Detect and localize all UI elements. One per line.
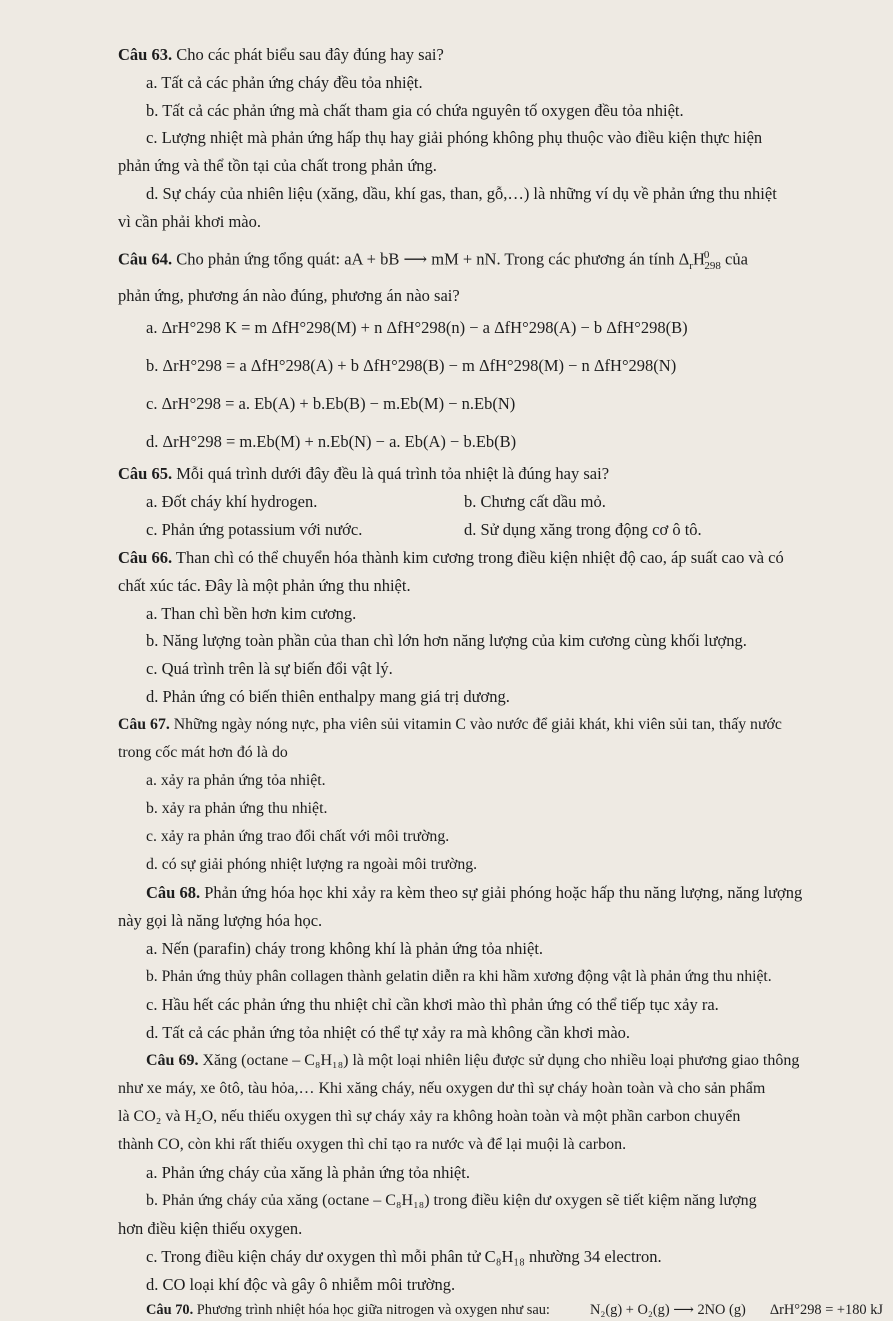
q68-option-c: c. Hầu hết các phản ứng thu nhiệt chỉ cần khơi mào thì phản ứng có thể tiếp tục xảy ra. xyxy=(146,995,719,1014)
q64-option-a: a. ΔrH°298 K = m ΔfH°298(M) + n ΔfH°298(n) − a ΔfH°298(A) − b ΔfH°298(B) xyxy=(146,318,688,337)
q69-option-b-line2: hơn điều kiện thiếu oxygen. xyxy=(118,1219,303,1238)
q63-option-d-line2: vì cần phải khơi mào. xyxy=(118,212,261,231)
q67-option-a: a. xảy ra phản ứng tỏa nhiệt. xyxy=(146,772,326,789)
q69-stem: Xăng (octane – C₈H₁₈) là một loại nhiên liệu được sử dụng cho nhiều loại phương giao thông xyxy=(198,1052,800,1069)
q70-stem: Phương trình nhiệt hóa học giữa nitrogen và oxygen như sau: xyxy=(193,1302,550,1318)
q65-header xyxy=(118,463,609,485)
q66-stem: Than chì có thể chuyển hóa thành kim cương trong điều kiện nhiệt độ cao, áp suất cao và có xyxy=(172,548,784,567)
q65-option-b: b. Chưng cất dầu mỏ. xyxy=(464,492,606,511)
q66-option-c: c. Quá trình trên là sự biến đổi vật lý. xyxy=(146,659,393,678)
q67-line2: trong cốc mát hơn đó là do xyxy=(118,744,288,761)
q70-enthalpy: ΔrH°298 = +180 kJ xyxy=(769,1302,883,1318)
q65-stem: Mỗi quá trình dưới đây đều là quá trình tỏa nhiệt là đúng hay sai? xyxy=(172,464,610,483)
q69-header xyxy=(146,1050,799,1072)
q69-title: Câu 69. xyxy=(146,1052,199,1069)
q69-option-c: c. Trong điều kiện cháy dư oxygen thì mỗi phân tử C₈H₁₈ nhường 34 electron. xyxy=(146,1247,662,1266)
q68-stem: Phản ứng hóa học khi xảy ra kèm theo sự giải phóng hoặc hấp thu năng lượng, năng lượng xyxy=(200,883,803,902)
q63-option-c-line1: c. Lượng nhiệt mà phản ứng hấp thụ hay giải phóng không phụ thuộc vào điều kiện thực hiện xyxy=(146,128,763,147)
q65-option-a: a. Đốt cháy khí hydrogen. xyxy=(146,492,318,511)
q67-option-b: b. xảy ra phản ứng thu nhiệt. xyxy=(146,800,328,817)
q69-option-a: a. Phản ứng cháy của xăng là phản ứng tỏa nhiệt. xyxy=(146,1163,470,1182)
q66-line2: chất xúc tác. Đây là một phản ứng thu nhiệt. xyxy=(118,576,411,595)
q64-line2: phản ứng, phương án nào đúng, phương án nào sai? xyxy=(118,286,460,305)
q65-title: Câu 65. xyxy=(118,464,173,483)
q63-title: Câu 63. xyxy=(118,45,173,64)
q68-option-a: a. Nến (parafin) cháy trong không khí là phản ứng tỏa nhiệt. xyxy=(146,939,544,958)
q70-header xyxy=(146,1300,883,1320)
q68-option-b: b. Phản ứng thủy phân collagen thành gelatin diễn ra khi hầm xương động vật là phản ứng thu nhiệt. xyxy=(146,968,772,985)
q63-option-c-line2: phản ứng và thể tồn tại của chất trong phản ứng. xyxy=(118,156,437,175)
q67-option-c: c. xảy ra phản ứng trao đổi chất với môi trường. xyxy=(146,828,450,845)
q64-stem: Cho phản ứng tổng quát: aA + bB ⟶ mM + nN. Trong các phương án tính Δ xyxy=(172,249,690,269)
q69-option-b-line1: b. Phản ứng cháy của xăng (octane – C₈H₁₈) trong điều kiện dư oxygen sẽ tiết kiệm năng lượng xyxy=(146,1192,757,1209)
q66-title: Câu 66. xyxy=(118,548,173,567)
q68-line2: này gọi là năng lượng hóa học. xyxy=(118,911,323,930)
q66-option-b: b. Năng lượng toàn phần của than chì lớn hơn năng lượng của kim cương cùng khối lượng. xyxy=(146,631,747,650)
q64-option-c: c. ΔrH°298 = a. Eb(A) + b.Eb(B) − m.Eb(M) − n.Eb(N) xyxy=(146,394,516,413)
q69-line4: thành CO, còn khi rất thiếu oxygen thì chỉ tạo ra nước và để lại muội là carbon. xyxy=(118,1136,627,1153)
q63-option-d-line1: d. Sự cháy của nhiên liệu (xăng, dầu, khí gas, than, gỗ,…) là những ví dụ về phản ứng thu nhiệt xyxy=(146,184,777,203)
q63-option-a: a. Tất cả các phản ứng cháy đều tỏa nhiệt. xyxy=(146,73,423,92)
q69-line2: như xe máy, xe ôtô, tàu hỏa,… Khi xăng cháy, nếu oxygen dư thì sự cháy hoàn toàn và cho sản phẩm xyxy=(118,1080,766,1097)
q66-option-d: d. Phản ứng có biến thiên enthalpy mang giá trị dương. xyxy=(146,687,510,706)
q63-stem: Cho các phát biểu sau đây đúng hay sai? xyxy=(172,45,444,64)
q64-header: Câu 64. Cho phản ứng tổng quát: aA + bB ⟶ mM + nN. Trong các phương án tính $\Delta_rH^0_{298}$ của xyxy=(118,249,748,272)
q64-option-b: b. ΔrH°298 = a ΔfH°298(A) + b ΔfH°298(B) − m ΔfH°298(M) − n ΔfH°298(N) xyxy=(146,356,677,375)
q67-title: Câu 67. xyxy=(118,716,170,733)
q63-header xyxy=(118,44,444,66)
q68-header xyxy=(146,882,802,904)
q67-stem: Những ngày nóng nực, pha viên sủi vitamin C vào nước để giải khát, khi viên sủi tan, thấy nước xyxy=(169,716,782,733)
q65-option-d: d. Sử dụng xăng trong động cơ ô tô. xyxy=(464,520,702,539)
q68-option-d: d. Tất cả các phản ứng tỏa nhiệt có thể tự xảy ra mà không cần khơi mào. xyxy=(146,1023,631,1042)
q70-title: Câu 70. xyxy=(146,1302,194,1318)
q69-option-d: d. CO loại khí độc và gây ô nhiễm môi trường. xyxy=(146,1275,456,1294)
q70-equation: N₂(g) + O₂(g) ⟶ 2NO (g) xyxy=(589,1302,746,1318)
q64-option-d: d. ΔrH°298 = m.Eb(M) + n.Eb(N) − a. Eb(A) − b.Eb(B) xyxy=(146,432,517,451)
q69-line3: là CO₂ và H₂O, nếu thiếu oxygen thì sự cháy xảy ra không hoàn toàn và một phần carbon chuyển xyxy=(118,1108,741,1125)
q65-option-c: c. Phản ứng potassium với nước. xyxy=(146,520,363,539)
q64-title: Câu 64. xyxy=(118,249,173,269)
q64-stem-tail: của xyxy=(720,249,748,269)
q67-option-d: d. có sự giải phóng nhiệt lượng ra ngoài môi trường. xyxy=(146,856,478,873)
q68-title: Câu 68. xyxy=(146,883,201,902)
q63-option-b: b. Tất cả các phản ứng mà chất tham gia có chứa nguyên tố oxygen đều tỏa nhiệt. xyxy=(146,101,684,120)
q67-header xyxy=(118,714,782,736)
q66-header xyxy=(118,547,784,569)
q66-option-a: a. Than chì bền hơn kim cương. xyxy=(146,604,357,623)
